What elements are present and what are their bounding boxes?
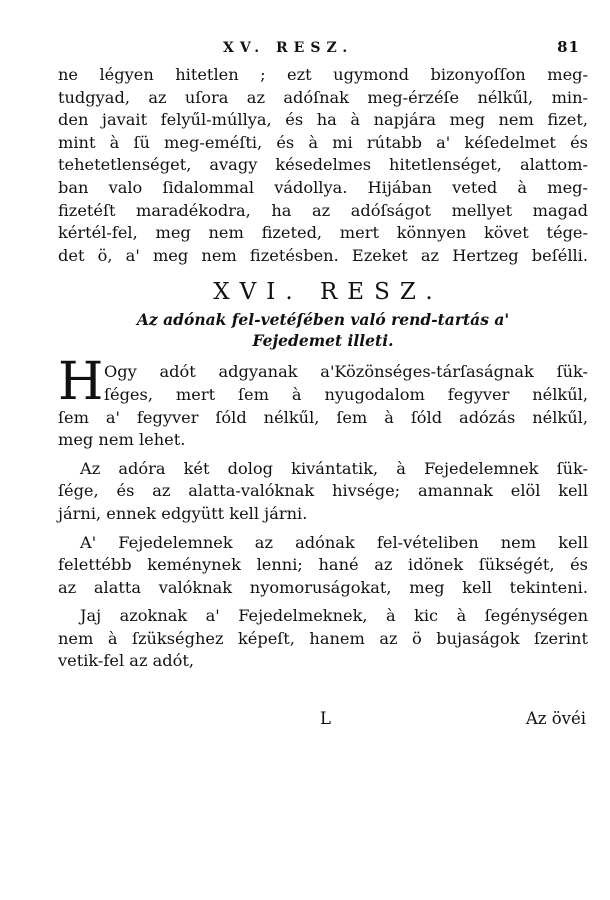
text-line: den javait felyűl-múllya, és ha à napjára meg nem fizet, bbox=[58, 110, 588, 130]
text-line: Az adóra két dolog kivántatik, à Fejedelemnek ſük- bbox=[80, 458, 588, 478]
text-line: felettébb keménynek lenni; hané az idönek ſükségét, és bbox=[58, 555, 588, 575]
text-line: tehetetlenséget, avagy késedelmes hitetlenséget, alattom- bbox=[58, 155, 588, 175]
chapter-heading: XVI. RESZ. bbox=[213, 279, 443, 306]
text-line: mint à ſü meg-eméſti, és à mi rútabb a' kéſedelmet és bbox=[58, 132, 588, 152]
text-line: járni, ennek edgyütt kell járni. bbox=[58, 503, 308, 523]
paragraph bbox=[58, 458, 588, 526]
text-line: vetik-fel az adót, bbox=[58, 651, 195, 671]
signature-mark: L bbox=[320, 709, 331, 729]
text-line: ſem a' fegyver ſóld nélkűl, ſem à ſóld adózás nélkűl, bbox=[58, 407, 588, 427]
page-number: 81 bbox=[557, 38, 580, 56]
text-line: ban valo ſidalommal vádollya. Hijában veted à meg- bbox=[58, 177, 588, 197]
text-line: nem à ſzükséghez képeſt, hanem az ö bujaságok ſzerint bbox=[58, 628, 588, 648]
subtitle-line: Fejedemet illeti. bbox=[252, 331, 394, 351]
running-head-title: XV. RESZ. bbox=[223, 40, 354, 56]
paragraph bbox=[58, 605, 588, 673]
chapter-subtitle bbox=[58, 309, 588, 351]
text-line: det ö, a' meg nem fizetésben. Ezeket az Hertzeg beſélli. bbox=[58, 245, 588, 265]
paragraph bbox=[58, 532, 588, 600]
catchword: Az övéi bbox=[525, 709, 586, 729]
text-line: fizetéſt maradékodra, ha az adóſságot mellyet magad bbox=[58, 200, 588, 220]
text-line: az alatta valóknak nyomoruságokat, meg kell tekinteni. bbox=[58, 577, 588, 597]
page-footer bbox=[58, 709, 588, 739]
drop-cap: H bbox=[58, 352, 104, 413]
text-line: tudgyad, az uſora az adóſnak meg-érzéſe nélkűl, min- bbox=[58, 87, 588, 107]
text-line: kértél-fel, meg nem fizeted, mert könnyen követ tége- bbox=[58, 223, 588, 243]
text-line: Jaj azoknak a' Fejedelmeknek, à kic à ſegénységen bbox=[80, 606, 588, 626]
book-page bbox=[58, 38, 588, 739]
text-line: ſége, és az alatta-valóknak hivsége; amannak elöl kell bbox=[58, 481, 588, 501]
continued-paragraph bbox=[58, 64, 588, 267]
text-line: Ogy adót adgyanak a'Közönséges-tárſaságnak ſük- bbox=[104, 362, 588, 382]
text-line: meg nem lehet. bbox=[58, 430, 186, 450]
running-head bbox=[58, 38, 588, 64]
text-line: ſéges, mert ſem à nyugodalom fegyver nélkűl, bbox=[104, 384, 588, 404]
text-line: ne légyen hitetlen ; ezt ugymond bizonyoſſon meg- bbox=[58, 65, 588, 84]
text-line: A' Fejedelemnek az adónak fel-vételiben nem kell bbox=[80, 532, 588, 552]
subtitle-line: Az adónak fel-vetéſében való rend-tartás a' bbox=[136, 310, 510, 330]
paragraph-with-dropcap bbox=[58, 352, 588, 413]
paragraph-continuation bbox=[58, 407, 588, 452]
